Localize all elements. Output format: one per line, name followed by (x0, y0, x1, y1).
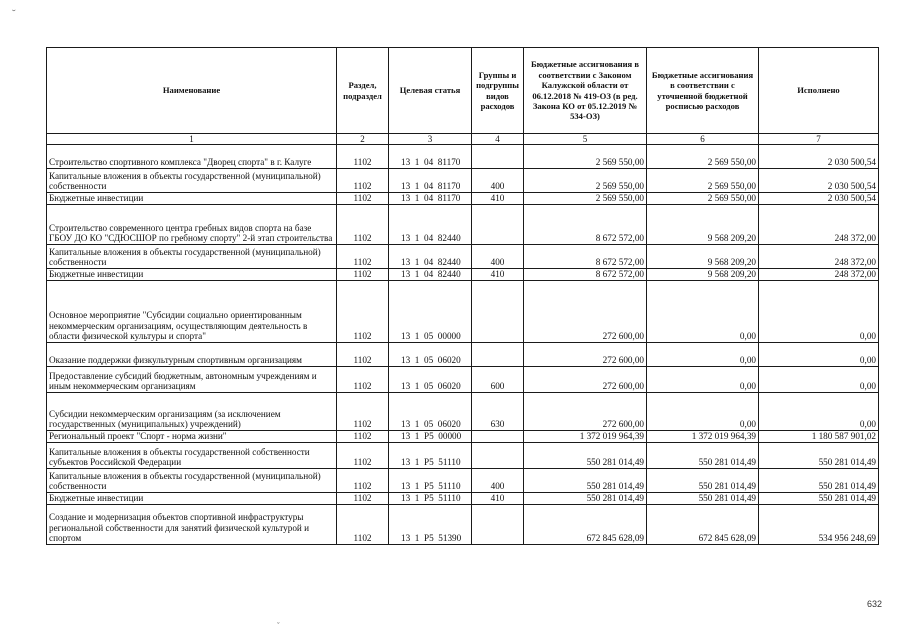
cell-executed: 2 030 500,54 (759, 145, 879, 169)
table-row (47, 343, 879, 367)
cell-executed: 248 372,00 (759, 205, 879, 245)
cell-name: Строительство спортивного комплекса "Дворец спорта" в г. Калуге (47, 145, 337, 169)
cell-target: 13 1 P5 51390 (389, 505, 472, 545)
cell-budget-law: 550 281 014,49 (524, 493, 647, 505)
cell-executed: 534 956 248,69 (759, 505, 879, 545)
cell-target: 13 1 04 82440 (389, 245, 472, 269)
cell-group (472, 343, 524, 367)
table-row (47, 469, 879, 493)
table-row (47, 245, 879, 269)
cell-group (472, 443, 524, 469)
table-row (47, 505, 879, 545)
cell-executed: 0,00 (759, 281, 879, 343)
cell-name: Бюджетные инвестиции (47, 193, 337, 205)
col-header-name: Наименование (47, 48, 337, 134)
col-number: 3 (389, 134, 472, 145)
col-number: 7 (759, 134, 879, 145)
cell-section: 1102 (337, 469, 389, 493)
cell-budget-law: 2 569 550,00 (524, 193, 647, 205)
cell-budget-refined: 2 569 550,00 (647, 145, 759, 169)
cell-budget-law: 272 600,00 (524, 393, 647, 431)
cell-budget-refined: 550 281 014,49 (647, 469, 759, 493)
page-number: 632 (867, 599, 883, 609)
cell-executed: 0,00 (759, 367, 879, 393)
cell-group (472, 505, 524, 545)
cell-target: 13 1 05 06020 (389, 393, 472, 431)
cell-group: 410 (472, 269, 524, 281)
cell-executed: 248 372,00 (759, 269, 879, 281)
cell-executed: 550 281 014,49 (759, 493, 879, 505)
cell-target: 13 1 04 81170 (389, 145, 472, 169)
cell-name: Капитальные вложения в объекты государственной собственности субъектов Российской Федерации (47, 443, 337, 469)
table-row (47, 193, 879, 205)
cell-group: 400 (472, 245, 524, 269)
cell-target: 13 1 P5 51110 (389, 443, 472, 469)
col-header-target: Целевая статья (389, 48, 472, 134)
cell-section: 1102 (337, 193, 389, 205)
cell-section: 1102 (337, 493, 389, 505)
cell-target: 13 1 04 81170 (389, 193, 472, 205)
table-row (47, 443, 879, 469)
cell-section: 1102 (337, 431, 389, 443)
cell-section: 1102 (337, 505, 389, 545)
cell-budget-law: 272 600,00 (524, 343, 647, 367)
cell-budget-refined: 9 568 209,20 (647, 269, 759, 281)
cell-section: 1102 (337, 169, 389, 193)
col-header-executed: Исполнено (759, 48, 879, 134)
cell-name: Капитальные вложения в объекты государственной (муниципальной) собственности (47, 469, 337, 493)
cell-budget-refined: 9 568 209,20 (647, 205, 759, 245)
cell-target: 13 1 P5 51110 (389, 493, 472, 505)
cell-budget-law: 2 569 550,00 (524, 145, 647, 169)
cell-group: 400 (472, 169, 524, 193)
cell-executed: 0,00 (759, 343, 879, 367)
cell-budget-refined: 1 372 019 964,39 (647, 431, 759, 443)
cell-executed: 2 030 500,54 (759, 169, 879, 193)
cell-budget-refined: 0,00 (647, 281, 759, 343)
cell-name: Региональный проект "Спорт - норма жизни" (47, 431, 337, 443)
cell-name: Создание и модернизация объектов спортивной инфраструктуры региональной собственности для занятий физической культурой и спортом (47, 505, 337, 545)
table-row (47, 205, 879, 245)
cell-executed: 248 372,00 (759, 245, 879, 269)
cell-section: 1102 (337, 205, 389, 245)
table-row (47, 269, 879, 281)
scan-artifact: ˘ (12, 8, 16, 20)
cell-section: 1102 (337, 245, 389, 269)
cell-executed: 2 030 500,54 (759, 193, 879, 205)
table-row (47, 367, 879, 393)
cell-budget-law: 672 845 628,09 (524, 505, 647, 545)
table-row (47, 431, 879, 443)
cell-name: Строительство современного центра гребных видов спорта на базе ГБОУ ДО КО "СДЮСШОР по гребному спорту" 2-й этап строительства (47, 205, 337, 245)
table-row (47, 393, 879, 431)
cell-section: 1102 (337, 145, 389, 169)
col-number: 1 (47, 134, 337, 145)
col-number: 5 (524, 134, 647, 145)
cell-target: 13 1 04 82440 (389, 205, 472, 245)
cell-target: 13 1 04 81170 (389, 169, 472, 193)
table-row (47, 145, 879, 169)
cell-budget-law: 8 672 572,00 (524, 269, 647, 281)
cell-budget-refined: 2 569 550,00 (647, 193, 759, 205)
cell-budget-refined: 0,00 (647, 343, 759, 367)
cell-group: 600 (472, 367, 524, 393)
cell-target: 13 1 P5 00000 (389, 431, 472, 443)
cell-budget-law: 272 600,00 (524, 281, 647, 343)
cell-target: 13 1 05 00000 (389, 281, 472, 343)
cell-executed: 550 281 014,49 (759, 469, 879, 493)
cell-executed: 550 281 014,49 (759, 443, 879, 469)
table-row (47, 493, 879, 505)
table-row (47, 169, 879, 193)
cell-section: 1102 (337, 281, 389, 343)
cell-executed: 0,00 (759, 393, 879, 431)
cell-name: Оказание поддержки физкультурным спортивным организациям (47, 343, 337, 367)
cell-name: Основное мероприятие "Субсидии социально ориентированным некоммерческим организациям, осуществляющим деятельность в области физической культуры и спорта" (47, 281, 337, 343)
cell-budget-law: 550 281 014,49 (524, 469, 647, 493)
cell-section: 1102 (337, 269, 389, 281)
cell-group (472, 145, 524, 169)
cell-group (472, 431, 524, 443)
col-header-budget-refined: Бюджетные ассигнования в соответствии с уточненной бюджетной росписью расходов (647, 48, 759, 134)
cell-target: 13 1 05 06020 (389, 367, 472, 393)
cell-budget-refined: 0,00 (647, 393, 759, 431)
cell-budget-refined: 2 569 550,00 (647, 169, 759, 193)
cell-name: Бюджетные инвестиции (47, 493, 337, 505)
col-header-section: Раздел, подраздел (337, 48, 389, 134)
cell-name: Предоставление субсидий бюджетным, автономным учреждениям и иным некоммерческим организациям (47, 367, 337, 393)
cell-name: Субсидии некоммерческим организациям (за исключением государственных (муниципальных) учреждений) (47, 393, 337, 431)
cell-name: Бюджетные инвестиции (47, 269, 337, 281)
column-number-row (47, 134, 879, 145)
table-header-row (47, 48, 879, 134)
cell-section: 1102 (337, 367, 389, 393)
budget-execution-table (46, 47, 879, 545)
cell-section: 1102 (337, 443, 389, 469)
cell-budget-refined: 672 845 628,09 (647, 505, 759, 545)
cell-group (472, 205, 524, 245)
cell-section: 1102 (337, 343, 389, 367)
cell-section: 1102 (337, 393, 389, 431)
col-header-group: Группы и подгруппы видов расходов (472, 48, 524, 134)
col-header-budget-law: Бюджетные ассигнования в соответствии с Законом Калужской области от 06.12.2018 № 419-ОЗ (в ред. Закона КО от 05.12.2019 № 534-ОЗ) (524, 48, 647, 134)
cell-target: 13 1 04 82440 (389, 269, 472, 281)
cell-budget-law: 2 569 550,00 (524, 169, 647, 193)
cell-budget-refined: 550 281 014,49 (647, 443, 759, 469)
cell-budget-refined: 550 281 014,49 (647, 493, 759, 505)
scan-artifact: ˇ (277, 621, 280, 630)
cell-group: 400 (472, 469, 524, 493)
col-number: 4 (472, 134, 524, 145)
cell-name: Капитальные вложения в объекты государственной (муниципальной) собственности (47, 245, 337, 269)
col-number: 6 (647, 134, 759, 145)
cell-budget-refined: 0,00 (647, 367, 759, 393)
cell-executed: 1 180 587 901,02 (759, 431, 879, 443)
cell-budget-law: 8 672 572,00 (524, 245, 647, 269)
cell-group (472, 281, 524, 343)
cell-group: 630 (472, 393, 524, 431)
cell-budget-law: 272 600,00 (524, 367, 647, 393)
col-number: 2 (337, 134, 389, 145)
cell-budget-law: 8 672 572,00 (524, 205, 647, 245)
cell-group: 410 (472, 493, 524, 505)
cell-group: 410 (472, 193, 524, 205)
cell-target: 13 1 05 06020 (389, 343, 472, 367)
table-row (47, 281, 879, 343)
cell-name: Капитальные вложения в объекты государственной (муниципальной) собственности (47, 169, 337, 193)
cell-budget-law: 1 372 019 964,39 (524, 431, 647, 443)
cell-budget-refined: 9 568 209,20 (647, 245, 759, 269)
cell-budget-law: 550 281 014,49 (524, 443, 647, 469)
cell-target: 13 1 P5 51110 (389, 469, 472, 493)
